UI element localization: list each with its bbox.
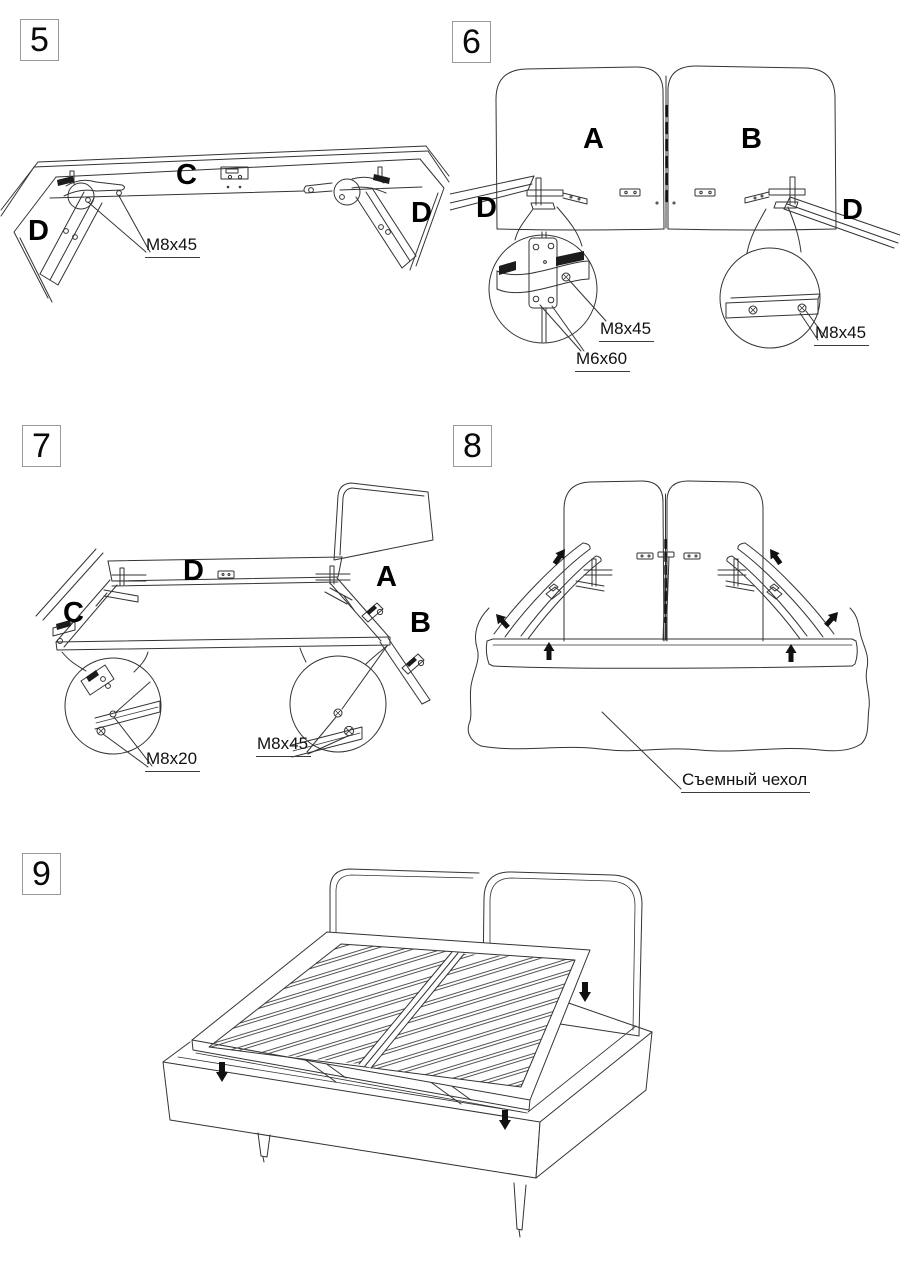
grip-pad <box>57 176 74 186</box>
step-9-number-text: 9 <box>32 855 51 893</box>
headboard-panel-a <box>564 481 664 641</box>
step-9-number <box>22 853 61 895</box>
bracket-left <box>576 559 612 591</box>
right-leg <box>514 1183 526 1237</box>
leader-lines-m8x45 <box>88 196 150 252</box>
headboard-panel-a <box>496 67 664 230</box>
grip-pad <box>86 670 99 682</box>
hardware-label-m8x45-right: M8x45 <box>814 324 869 346</box>
part-label-b: B <box>410 607 431 639</box>
step-8-number-text: 8 <box>463 427 482 465</box>
back-rail-d-drawing <box>108 557 342 586</box>
step-7-number-text: 7 <box>32 427 51 465</box>
part-label-a: A <box>376 561 397 593</box>
part-label-d-left: D <box>28 215 49 247</box>
part-label-c: C <box>176 159 197 191</box>
step-9-illustration <box>140 850 685 1280</box>
front-rail-band <box>486 639 857 668</box>
front-left-leg <box>258 1133 270 1162</box>
hardware-label-m8x45: M8x45 <box>256 735 311 757</box>
step-8-illustration <box>450 460 900 810</box>
hardware-label-m8x45: M8x45 <box>145 236 200 258</box>
bracket-right <box>718 559 754 591</box>
hardware-label-m8x20: M8x20 <box>145 750 200 772</box>
grip-pad <box>406 657 417 667</box>
step-5-illustration <box>0 128 450 308</box>
part-label-b: B <box>741 123 762 155</box>
annotation-removable-cover: Съемный чехол <box>681 771 810 793</box>
headboard-panel-b <box>667 481 763 641</box>
frame-sides <box>56 578 390 650</box>
removable-cover-outline <box>468 608 869 751</box>
headboard-a-drawing <box>334 483 433 560</box>
step-7-illustration <box>0 460 450 810</box>
corner-bracket-right <box>304 167 386 205</box>
leader-lines <box>103 717 348 767</box>
hardware-label-m8x45-left: M8x45 <box>599 320 654 342</box>
part-label-a: A <box>583 123 604 155</box>
allen-tool-1 <box>362 603 383 622</box>
part-label-c: C <box>63 597 84 629</box>
part-label-d-right: D <box>842 194 863 226</box>
part-label-d: D <box>183 555 204 587</box>
detail-circle-left <box>62 652 161 754</box>
part-label-d-left: D <box>476 192 497 224</box>
hardware-label-m6x60: M6x60 <box>575 350 630 372</box>
part-label-d-right: D <box>411 197 432 229</box>
step-6-number-text: 6 <box>462 23 481 61</box>
grip-pad <box>366 605 377 615</box>
leg-d-right-drawing <box>356 188 416 268</box>
grip-pad <box>499 261 516 275</box>
step-5-number-text: 5 <box>30 21 49 59</box>
step-5-number <box>20 19 59 61</box>
side-rail-left <box>494 543 601 639</box>
side-rail-right <box>727 543 834 639</box>
